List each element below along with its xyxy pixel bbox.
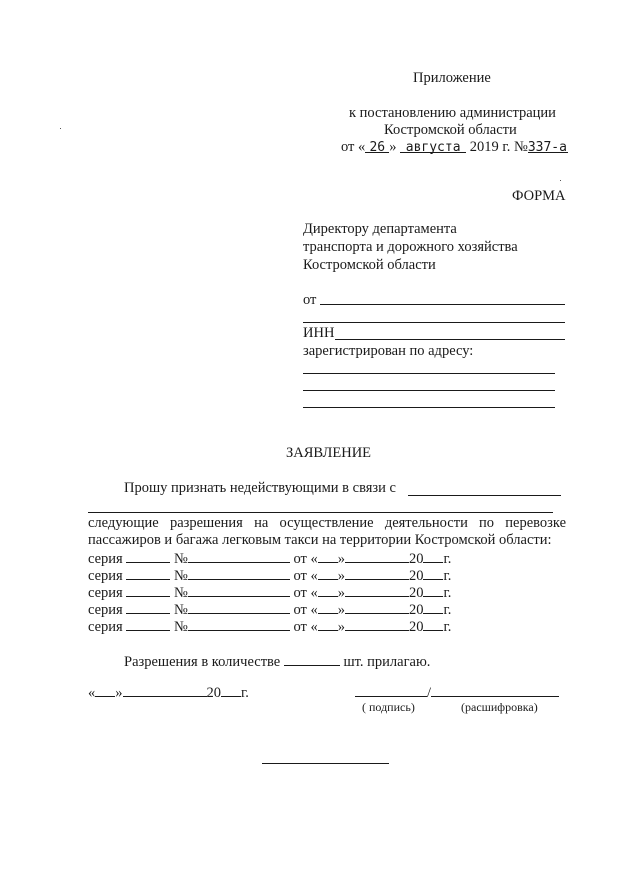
day-blank [318, 566, 338, 580]
number-sign: № [173, 585, 188, 601]
close-quote: » [337, 602, 345, 618]
bottom-separator [262, 763, 389, 764]
registered-label: зарегистрирован по адресу: [303, 343, 474, 359]
year-suffix: г. [443, 551, 452, 567]
attach-prefix: Разрешения в количестве [124, 654, 281, 670]
number-sign: № [173, 568, 188, 584]
from-quote: от « [293, 568, 318, 584]
sign-day-blank [95, 683, 115, 697]
series-blank [126, 617, 170, 631]
year-prefix: 20 [408, 619, 424, 635]
day-blank [318, 549, 338, 563]
resolution-day: 26 [365, 139, 389, 153]
request-text: Прошу признать недействующими в связи с [124, 480, 396, 496]
from-quote: от « [293, 551, 318, 567]
region-line: Костромской области [384, 122, 517, 138]
series-blank [126, 549, 170, 563]
from-blank-line [320, 304, 565, 305]
year-blank [423, 583, 443, 597]
month-blank [345, 617, 409, 631]
close-quote: » [337, 585, 345, 601]
reason-blank-line [408, 495, 561, 496]
series-blank [126, 566, 170, 580]
date-prefix: от « [341, 139, 366, 155]
inn-label: ИНН [303, 325, 335, 341]
year-prefix: 20 [408, 551, 424, 567]
sign-date [88, 683, 249, 702]
sign-year-suffix: г. [241, 685, 249, 701]
month-blank [345, 600, 409, 614]
year-suffix: г. [443, 602, 452, 618]
inn-blank-line [335, 339, 565, 340]
number-blank [188, 583, 290, 597]
addressee-line-2: транспорта и дорожного хозяйства [303, 239, 518, 255]
series-label: серия [88, 568, 123, 584]
from-label: от [303, 292, 317, 308]
close-quote: » [337, 551, 345, 567]
sign-year-blank [221, 683, 241, 697]
close-quote: » [337, 619, 345, 635]
series-label: серия [88, 585, 123, 601]
resolution-month: августа [400, 139, 466, 153]
series-blank [126, 600, 170, 614]
year-suffix: г. [443, 585, 452, 601]
from-quote: от « [293, 602, 318, 618]
month-blank [345, 566, 409, 580]
from-quote: от « [293, 585, 318, 601]
series-blank [126, 583, 170, 597]
sign-year-prefix: 20 [206, 685, 221, 701]
attach-suffix: шт. прилагаю. [343, 654, 431, 670]
decoding-caption: (расшифровка) [461, 700, 538, 714]
date-open-quote: « [88, 685, 96, 701]
attachments-line [124, 652, 430, 671]
year-blank [423, 549, 443, 563]
address-line-3 [303, 407, 555, 408]
year-prefix: 20 [408, 585, 424, 601]
series-label: серия [88, 551, 123, 567]
appendix-title: Приложение [413, 70, 491, 86]
date-mid: » [389, 139, 397, 155]
scan-speck [560, 180, 561, 181]
resolution-date [341, 139, 568, 156]
statement-title: ЗАЯВЛЕНИЕ [286, 445, 372, 461]
year-suffix: г. [443, 568, 452, 584]
number-sign: № [173, 619, 188, 635]
year-blank [423, 600, 443, 614]
day-blank [318, 617, 338, 631]
close-quote: » [337, 568, 345, 584]
year-prefix: 20 [408, 568, 424, 584]
series-label: серия [88, 619, 123, 635]
number-blank [188, 566, 290, 580]
year-suffix: г. [443, 619, 452, 635]
month-blank [345, 583, 409, 597]
scan-speck [60, 128, 61, 129]
addressee-line-3: Костромской области [303, 257, 436, 273]
permits-text-2: пассажиров и багажа легковым такси на территории Костромской области: [88, 532, 552, 548]
number-sign: № [173, 551, 188, 567]
resolution-number: 337-а [527, 140, 567, 155]
quantity-blank [284, 652, 340, 666]
addressee-line-1: Директору департамента [303, 221, 457, 237]
form-label: ФОРМА [512, 188, 566, 204]
resolution-year: 2019 г. № [469, 139, 528, 155]
resolution-line: к постановлению администрации [349, 105, 556, 121]
day-blank [318, 583, 338, 597]
number-blank [188, 617, 290, 631]
series-label: серия [88, 602, 123, 618]
permits-text-1: следующие разрешения на осуществление деятельности по перевозке [88, 515, 566, 531]
date-close-quote: » [115, 685, 123, 701]
number-blank [188, 549, 290, 563]
signature-slash: / [427, 685, 432, 701]
day-blank [318, 600, 338, 614]
year-blank [423, 566, 443, 580]
address-line-1 [303, 373, 555, 374]
year-blank [423, 617, 443, 631]
sign-month-blank [123, 683, 207, 697]
address-line-2 [303, 390, 555, 391]
decoding-blank [431, 683, 559, 697]
reason-blank-line-2 [88, 512, 553, 513]
permit-row [88, 617, 451, 636]
number-sign: № [173, 602, 188, 618]
from-blank-line-2 [303, 322, 565, 323]
number-blank [188, 600, 290, 614]
signature-blank [355, 683, 427, 697]
signature-caption: ( подпись) [362, 700, 415, 714]
year-prefix: 20 [408, 602, 424, 618]
from-quote: от « [293, 619, 318, 635]
month-blank [345, 549, 409, 563]
